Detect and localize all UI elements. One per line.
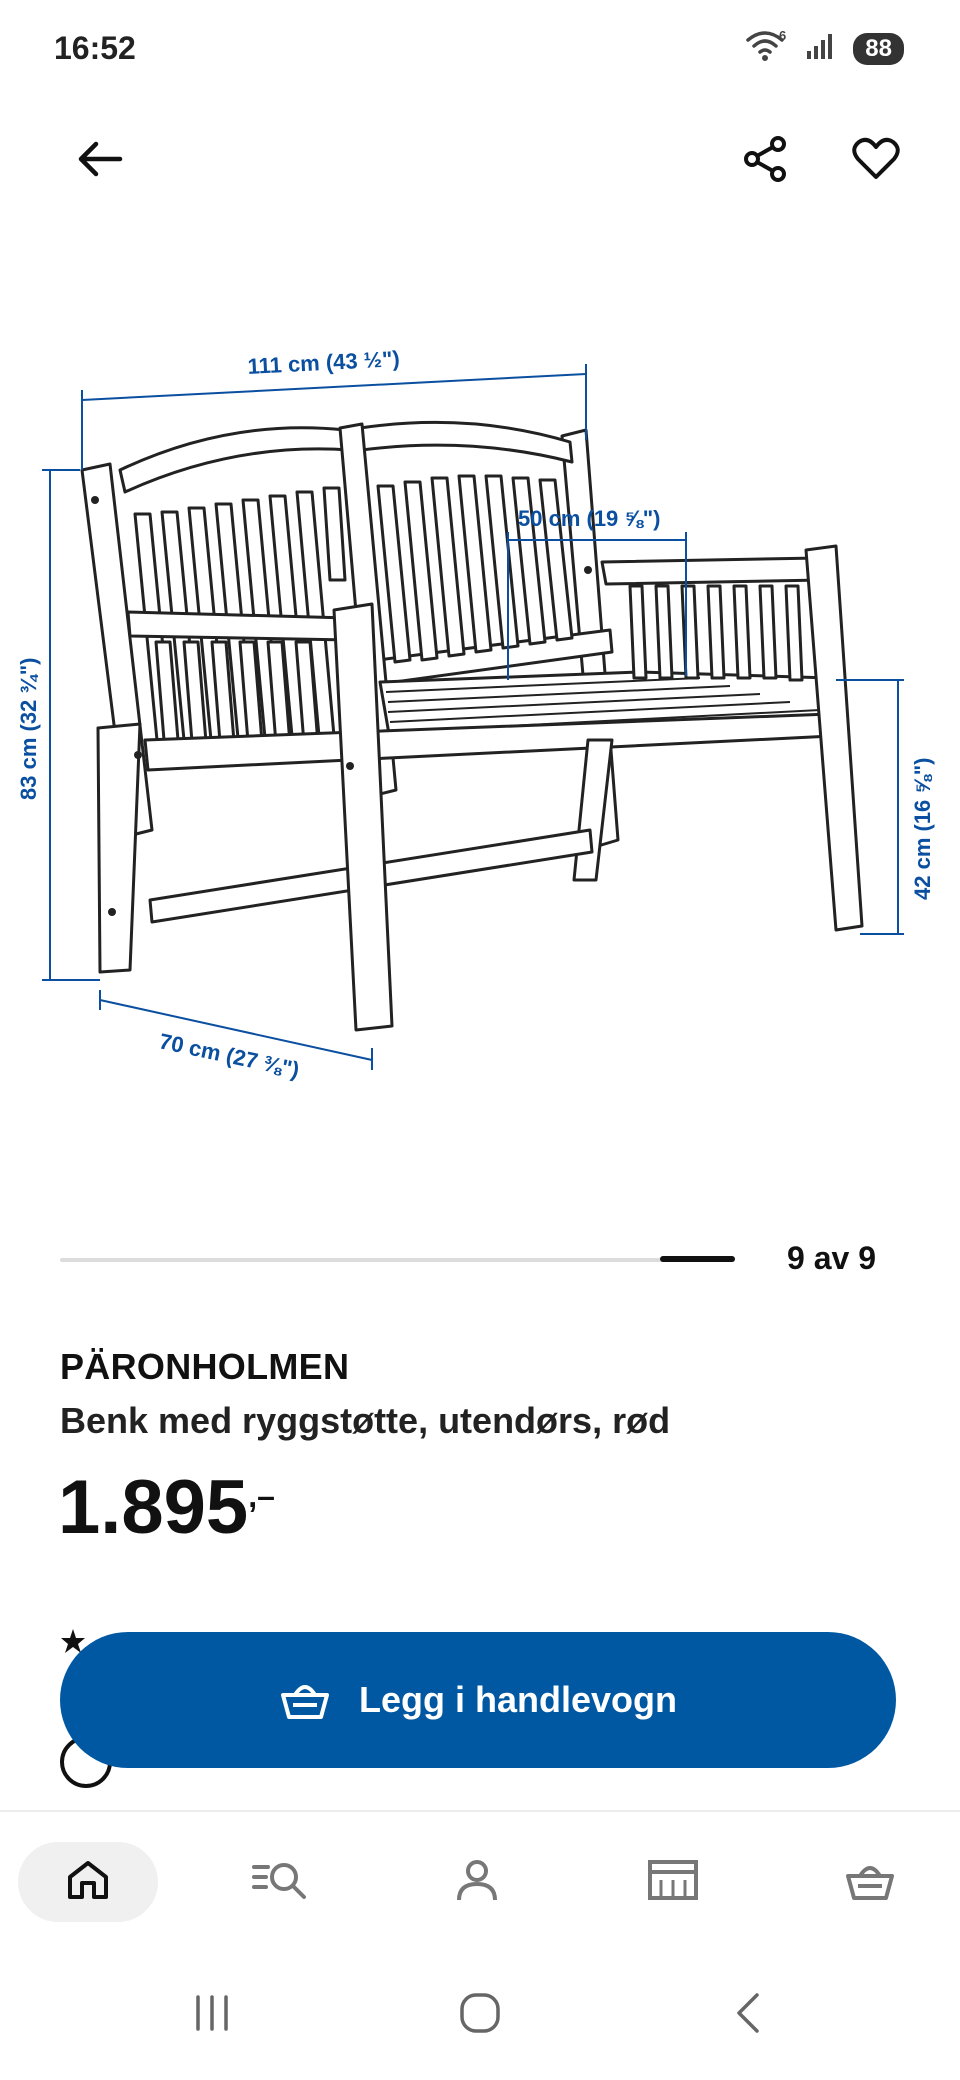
home-circle-icon: [458, 1991, 502, 2040]
share-icon: [742, 135, 790, 186]
carousel-track: [60, 1258, 735, 1262]
cart-icon: [844, 1858, 896, 1907]
wifi-icon: [745, 28, 791, 69]
carousel-thumb: [660, 1256, 735, 1262]
recent-apps-button[interactable]: [172, 1980, 252, 2050]
dimension-depth: 70 cm (27 ⅜"): [156, 1028, 302, 1083]
product-brand: PÄRONHOLMEN: [60, 1346, 350, 1387]
cart-icon: [279, 1677, 331, 1724]
system-nav: [0, 1950, 960, 2080]
image-carousel-indicator[interactable]: [60, 1240, 900, 1280]
add-to-cart-label: Legg i handlevogn: [358, 1679, 677, 1720]
status-bar: [0, 0, 960, 100]
bottom-nav: [0, 1810, 960, 1950]
recent-apps-icon: [192, 1993, 232, 2038]
battery-icon: 88: [853, 33, 904, 65]
product-image[interactable]: [0, 300, 960, 1100]
nav-home[interactable]: [18, 1842, 158, 1922]
price-value: 1.895: [58, 1465, 249, 1550]
search-list-icon: [252, 1859, 308, 1906]
add-to-cart-button[interactable]: [60, 1632, 896, 1768]
system-back-button[interactable]: [708, 1980, 788, 2050]
back-arrow-icon: [76, 139, 124, 182]
product-description: Benk med ryggstøtte, utendørs, rød: [60, 1400, 671, 1441]
nav-stores[interactable]: [603, 1842, 743, 1922]
wifi-badge: 6: [779, 28, 787, 43]
carousel-counter: 9 av 9: [787, 1240, 876, 1276]
dimension-width: 111 cm (43 ½"): [246, 346, 401, 379]
product-price: [58, 1465, 275, 1550]
home-icon: [66, 1859, 110, 1906]
dimension-height: 83 cm (32 ¾"): [16, 657, 41, 800]
nav-search[interactable]: [210, 1842, 350, 1922]
signal-icon: [805, 31, 839, 66]
dimension-seat-depth: 50 cm (19 ⅝"): [518, 506, 661, 531]
back-chevron-icon: [733, 1991, 763, 2040]
status-time: 16:52: [54, 30, 136, 66]
status-icons: [745, 28, 904, 69]
system-home-button[interactable]: [440, 1980, 520, 2050]
price-suffix: ,–: [248, 1478, 275, 1514]
top-nav: [0, 120, 960, 200]
favorite-button[interactable]: [840, 124, 912, 196]
nav-profile[interactable]: [407, 1842, 547, 1922]
store-icon: [647, 1858, 699, 1907]
bench-drawing: [0, 300, 960, 1100]
profile-icon: [455, 1858, 499, 1907]
share-button[interactable]: [730, 124, 802, 196]
heart-icon: [852, 137, 900, 184]
nav-cart[interactable]: [800, 1842, 940, 1922]
dimension-seat-height: 42 cm (16 ⅝"): [910, 757, 935, 900]
back-button[interactable]: [64, 124, 136, 196]
